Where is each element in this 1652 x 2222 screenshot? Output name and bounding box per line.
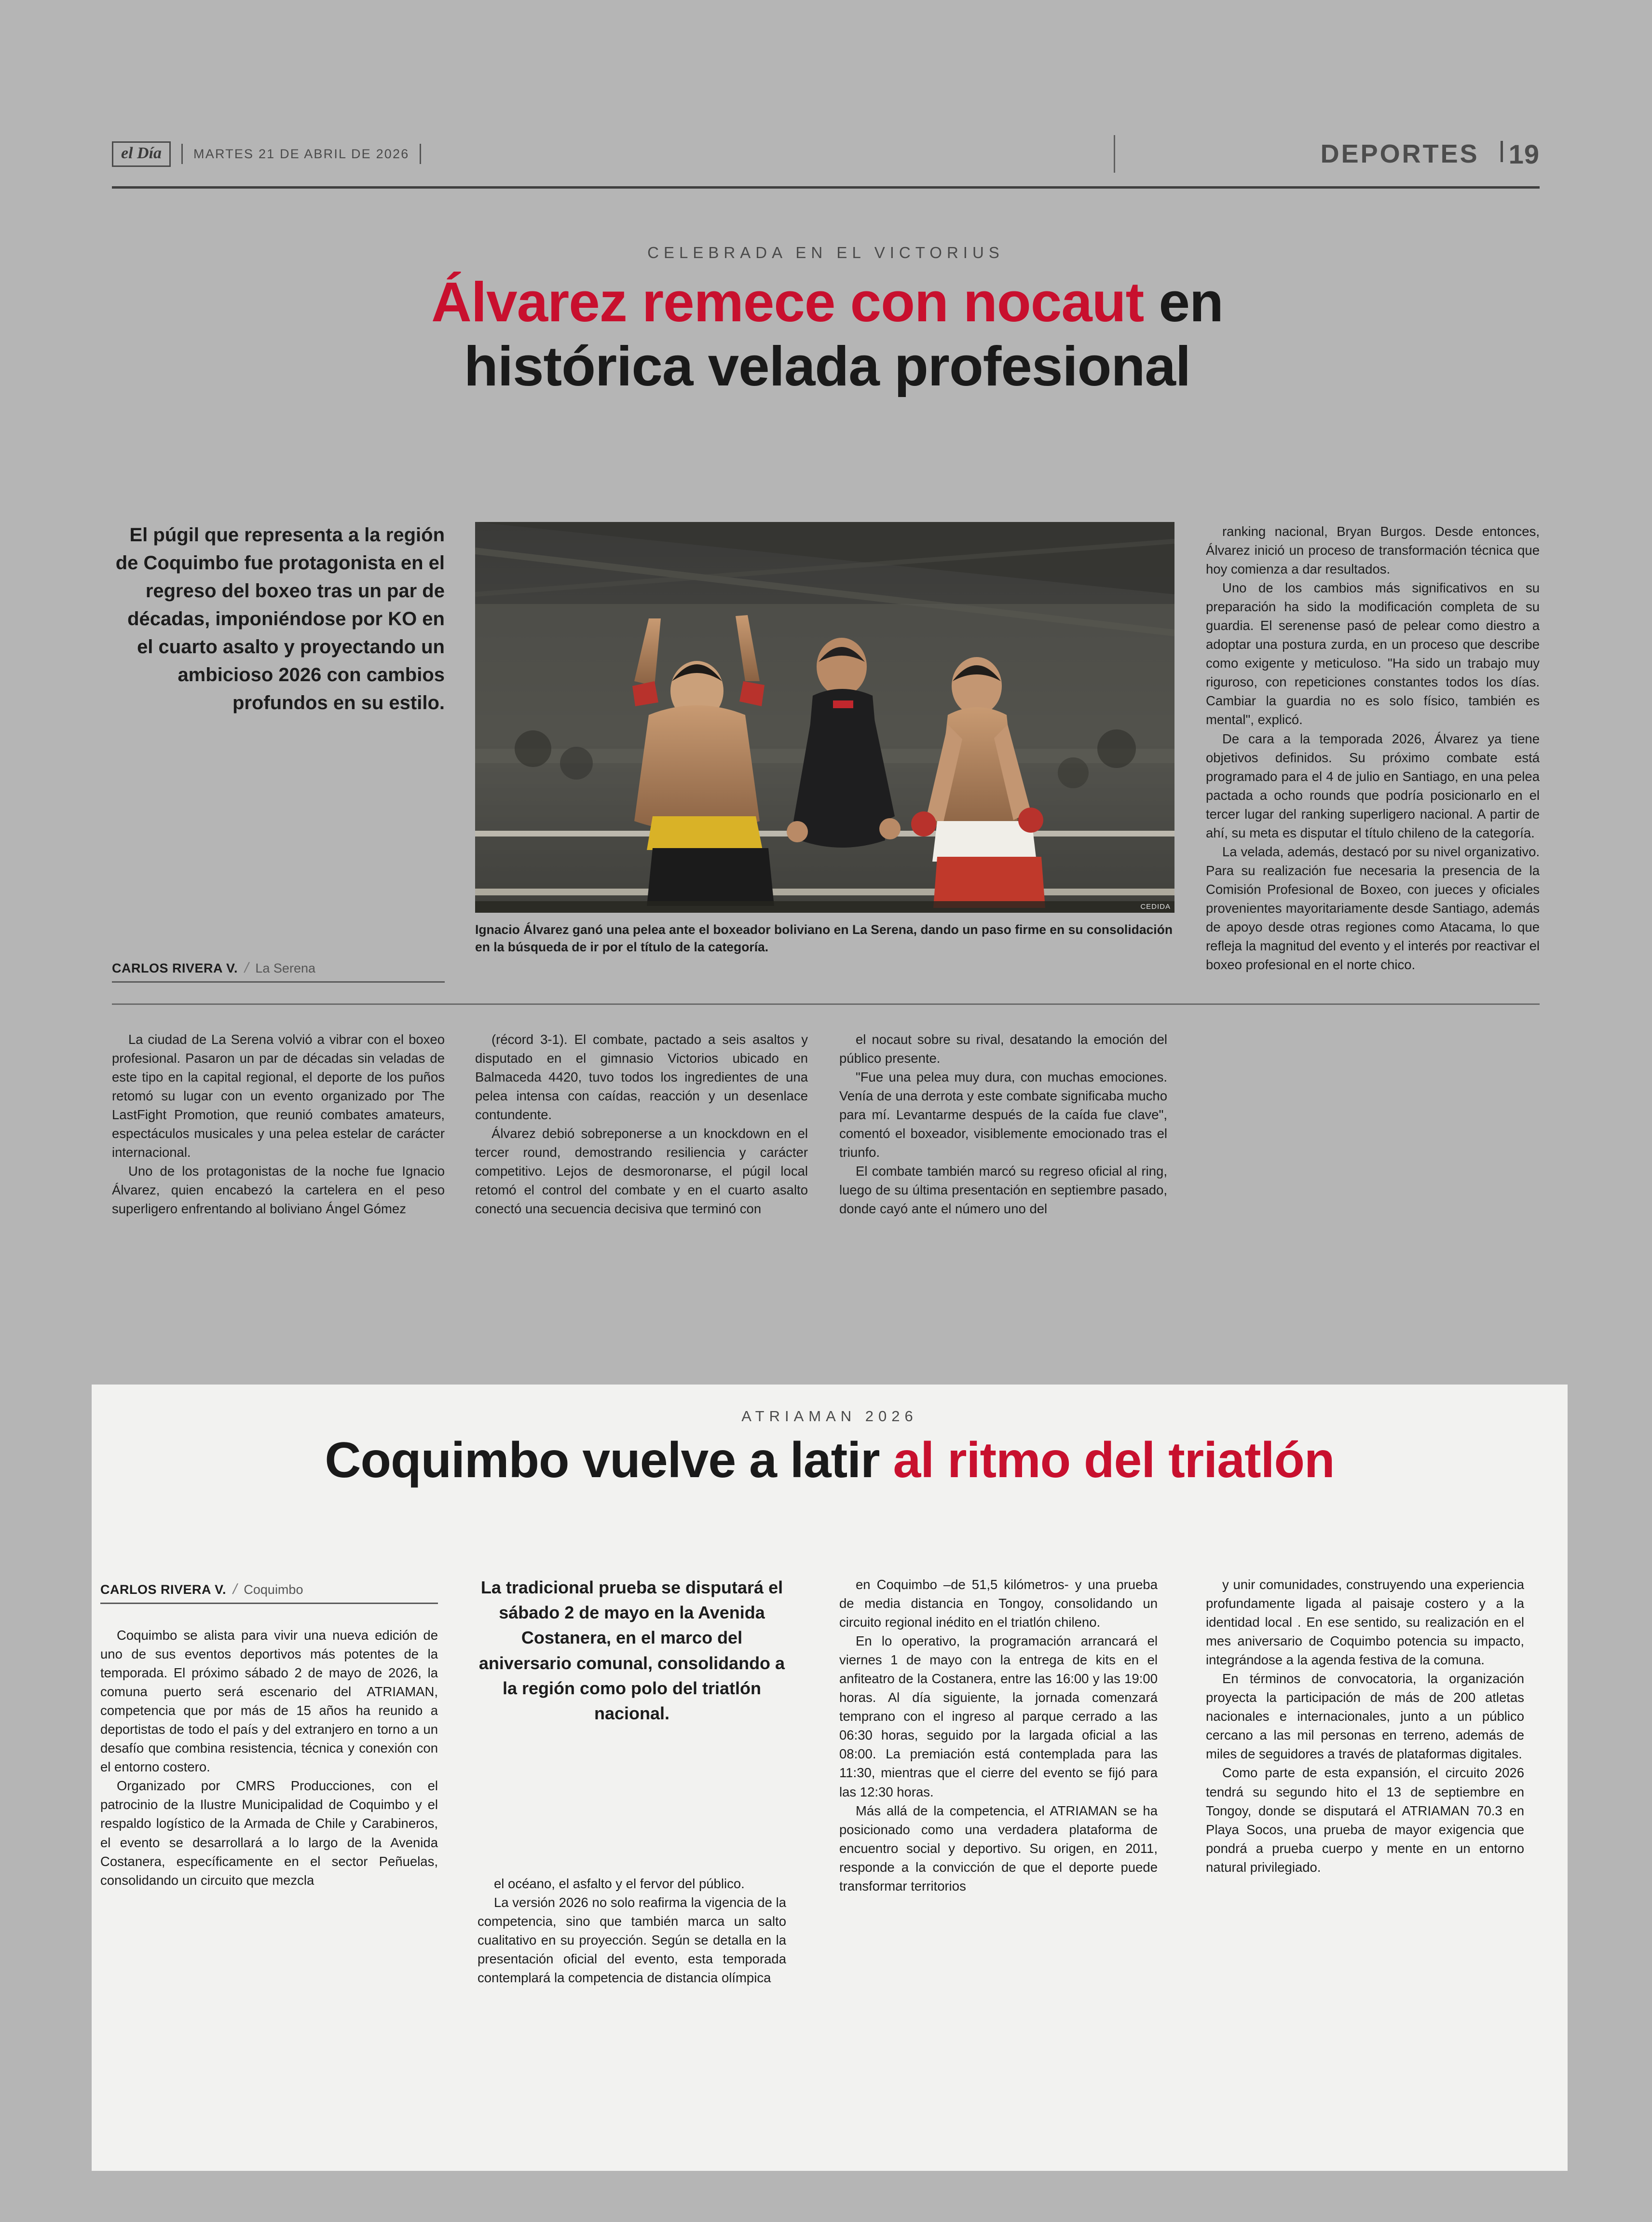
page-title bbox=[183, 270, 1471, 399]
secondary-lead: La tradicional prueba se disputará el sábado 2 de mayo en la Avenida Costanera, en el marco del aniversario comunal, consolidando a la región como polo del triatlón nacional. bbox=[478, 1577, 785, 1723]
page-number: 19 bbox=[1508, 138, 1540, 169]
paragraph: Uno de los protagonistas de la noche fue Ignacio Álvarez, quien encabezó la cartelera en el peso superligero enfrentando al boliviano Ángel Gómez bbox=[112, 1164, 445, 1217]
boxing-photo-illustration bbox=[475, 522, 1174, 913]
article-kicker: CELEBRADA EN EL VICTORIUS bbox=[647, 244, 1004, 261]
headline-highlight: Álvarez remece con nocaut bbox=[431, 271, 1144, 333]
secondary-byline-location: Coquimbo bbox=[244, 1582, 303, 1597]
byline-separator: / bbox=[243, 960, 251, 976]
newspaper-logo: el Día bbox=[112, 141, 171, 167]
secondary-column-2 bbox=[478, 1874, 786, 1987]
body-column-3 bbox=[839, 1030, 1167, 1218]
paragraph: El combate también marcó su regreso oficial al ring, luego de su última presentación en septiembre pasado, donde cayó ante el número uno del bbox=[839, 1164, 1167, 1217]
secondary-kicker: ATRIAMAN 2026 bbox=[741, 1408, 918, 1425]
secondary-byline-separator: / bbox=[231, 1581, 239, 1597]
paragraph: En lo operativo, la programación arrancará el viernes 1 de mayo con la entrega de kits en el anfiteatro de la Costanera, entre las 16:00 y las 19:00 horas. Al día siguiente, la jornada comenzará temprano con el ingreso al parque cerrado a las 06:30 horas, seguido por la largada oficial a las 08:00. La premiación está contemplada para las 11:30, mientras que el cierre del evento se fijó para las 12:30 horas. bbox=[839, 1633, 1158, 1799]
section-title: DEPORTES bbox=[1320, 139, 1479, 168]
issue-date: MARTES 21 DE ABRIL DE 2026 bbox=[193, 146, 410, 161]
secondary-column-1 bbox=[100, 1626, 438, 1890]
body-top-rule bbox=[112, 1003, 1540, 1005]
page-number-wrap bbox=[1501, 138, 1540, 170]
paragraph: Como parte de esta expansión, el circuito 2026 tendrá su segundo hito el 13 de septiembre en Tongoy, donde se disputará el ATRIAMAN 70.3 en Playa Socos, una prueba de mayor exigencia que pondrá a prueba cuerpo y mente en un entorno natural privilegiado. bbox=[1206, 1765, 1524, 1875]
masthead-rule bbox=[112, 186, 1540, 189]
secondary-title bbox=[92, 1432, 1568, 1489]
headline-rest: en bbox=[1144, 271, 1223, 333]
paragraph: Álvarez debió sobreponerse a un knockdown en el tercer round, demostrando resiliencia y carácter competitivo. Lejos de desmoronarse, el púgil local retomó el control del combate y en el cuarto asalto conectó una secuencia decisiva que terminó con bbox=[475, 1126, 808, 1217]
body-column-2 bbox=[475, 1030, 808, 1218]
secondary-byline-author: CARLOS RIVERA V. bbox=[100, 1582, 227, 1597]
page-masthead bbox=[112, 135, 1540, 173]
secondary-column-4 bbox=[1206, 1575, 1524, 1877]
paragraph: el nocaut sobre su rival, desatando la emoción del público presente. bbox=[839, 1032, 1167, 1066]
headline-line2: histórica velada profesional bbox=[464, 335, 1191, 398]
secondary-byline bbox=[100, 1581, 438, 1604]
paragraph: "Fue una pelea muy dura, con muchas emociones. Venía de una derrota y este combate significaba mucho para mí. Levantarme después de la caída fue clave", comentó el boxeador, visiblemente emocionado tras el triunfo. bbox=[839, 1070, 1167, 1160]
secondary-column-3 bbox=[839, 1575, 1158, 1895]
masthead-divider-2 bbox=[420, 144, 421, 164]
masthead-right bbox=[1114, 135, 1540, 173]
photo-caption: Ignacio Álvarez ganó una pelea ante el boxeador boliviano en La Serena, dando un paso firme en su consolidación en la búsqueda de ir por el título de la categoría. bbox=[475, 922, 1173, 954]
paragraph: En términos de convocatoria, la organización proyecta la participación de más de 200 atletas nacionales e internacionales, junto a un público cercano a las mil personas en terreno, además de miles de seguidores a través de plataformas digitales. bbox=[1206, 1671, 1524, 1762]
paragraph: el océano, el asfalto y el fervor del público. bbox=[494, 1876, 745, 1891]
secondary-byline-rule bbox=[100, 1603, 438, 1604]
masthead-left bbox=[112, 135, 432, 173]
byline-author: CARLOS RIVERA V. bbox=[112, 961, 238, 975]
paragraph: La ciudad de La Serena volvió a vibrar con el boxeo profesional. Pasaron un par de décadas sin veladas de este tipo en la capital regional, el deporte de los puños retomó su lugar con un evento organizado por The LastFight Promotion, que reunió combates amateurs, espectáculos musicales y una pelea estelar de carácter internacional. bbox=[112, 1032, 445, 1160]
photo-credit: CEDIDA bbox=[1140, 903, 1171, 911]
byline bbox=[112, 960, 445, 983]
paragraph: Más allá de la competencia, el ATRIAMAN se ha posicionado como una verdadera plataforma de encuentro social y deportivo. Su origen, en 2011, responde a la convicción de que el deporte puede transformar territorios bbox=[839, 1803, 1158, 1893]
byline-rule bbox=[112, 981, 445, 983]
body-column-1 bbox=[112, 1030, 445, 1218]
secondary-title-black: Coquimbo vuelve a latir bbox=[325, 1432, 893, 1488]
paragraph: De cara a la temporada 2026, Álvarez ya tiene objetivos definidos. Su próximo combate está programado para el 4 de julio en Santiago, en una pelea pactada a ocho rounds que podría posicionarlo en el tercer lugar del ranking superligero nacional. A partir de ahí, su meta es disputar el título chileno de la categoría. bbox=[1206, 731, 1540, 840]
paragraph: La velada, además, destacó por su nivel organizativo. Para su realización fue necesaria la presencia de la Comisión Profesional de Boxeo, con jueces y oficiales provenientes mayoritariamente desde Santiago, además de apoyo desde otras regiones como Atacama, lo que refleja la magnitud del evento y el interés por reactivar el boxeo profesional en el norte chico. bbox=[1206, 844, 1540, 973]
paragraph: La versión 2026 no solo reafirma la vigencia de la competencia, sino que también marca un salto cualitativo en su proyección. Según se detalla en la presentación oficial del evento, esta temporada contemplará la competencia de distancia olímpica bbox=[478, 1895, 786, 1986]
article-lead: El púgil que representa a la región de Coquimbo fue protagonista en el regreso del boxeo tras un par de décadas, imponiéndose por KO en el cuarto asalto y proyectando un ambicioso 2026 con cambios profundos en su estilo. bbox=[115, 524, 445, 713]
body-column-4 bbox=[1206, 522, 1540, 974]
masthead-divider-1 bbox=[181, 144, 183, 164]
paragraph: Organizado por CMRS Producciones, con el patrocinio de la Ilustre Municipalidad de Coquimbo y el respaldo logístico de la Armada de Chile y Carabineros, el evento se desarrollará a lo largo de la Avenida Costanera, específicamente en el sector Peñuelas, consolidando un circuito que mezcla bbox=[100, 1778, 438, 1888]
byline-location: La Serena bbox=[255, 961, 315, 975]
secondary-title-red: al ritmo del triatlón bbox=[893, 1432, 1335, 1488]
page-number-bar bbox=[1501, 141, 1503, 162]
paragraph: (récord 3-1). El combate, pactado a seis asaltos y disputado en el gimnasio Victorios ubicado en Balmaceda 4420, tuvo todos los ingredientes de una pelea intensa con caídas, reacción y un desenlace contundente. bbox=[475, 1032, 808, 1123]
paragraph: en Coquimbo –de 51,5 kilómetros- y una prueba de media distancia en Tongoy, consolidando un circuito regional inédito en el triatlón chileno. bbox=[839, 1577, 1158, 1630]
paragraph: Uno de los cambios más significativos en su preparación ha sido la modificación completa de su guardia. El serenense pasó de pelear como diestro a adoptar una postura zurda, en un proceso que describe como exigente y meticuloso. "Ha sido un trabajo muy riguroso, con repeticiones constantes todos los días. Cambiar la guardia no es solo físico, también es mental", explicó. bbox=[1206, 580, 1540, 727]
paragraph: y unir comunidades, construyendo una experiencia profundamente ligada al paisaje costero y a la identidad local . En ese sentido, su realización en el mes aniversario de Coquimbo potencia su impacto, integrándose a la agenda festiva de la comuna. bbox=[1206, 1577, 1524, 1668]
paragraph: Coquimbo se alista para vivir una nueva edición de uno de sus eventos deportivos más potentes de la temporada. El próximo sábado 2 de mayo de 2026, la comuna puerto será escenario del ATRIAMAN, competencia que por más de 15 años ha reunido a deportistas de todo el país y del extranjero en torno a un desafío que combina resistencia, técnica y conexión con el entorno costero. bbox=[100, 1628, 438, 1775]
article-photo bbox=[475, 522, 1174, 913]
paragraph: ranking nacional, Bryan Burgos. Desde entonces, Álvarez inició un proceso de transformación técnica que hoy comienza a dar resultados. bbox=[1206, 524, 1540, 577]
